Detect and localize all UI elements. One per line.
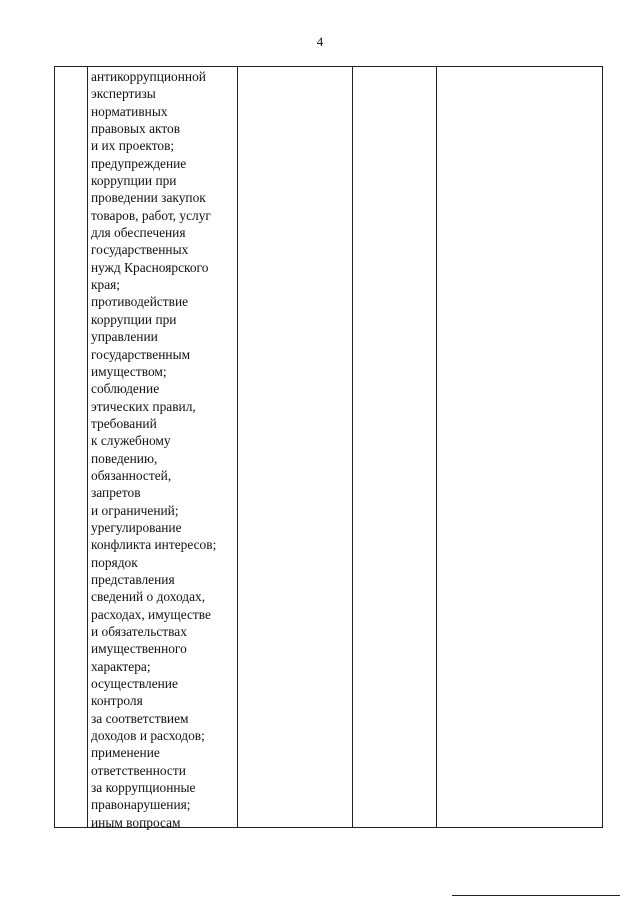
content-line: антикоррупционной — [91, 69, 206, 84]
content-line: и ограничений; — [91, 502, 179, 518]
table-column-empty-3 — [436, 67, 602, 827]
content-line: конфликта интересов; — [91, 537, 217, 553]
content-line: порядок — [91, 554, 138, 570]
page-number: 4 — [316, 34, 324, 49]
content-line: экспертизы — [91, 86, 156, 102]
content-line: этических правил, — [91, 398, 196, 414]
content-line: коррупции при — [91, 173, 177, 189]
content-line: представления — [91, 571, 175, 587]
content-line: запретов — [91, 485, 141, 501]
content-line: нужд Красноярского — [91, 259, 209, 275]
table-column-number — [55, 67, 88, 827]
content-line: урегулирование — [91, 519, 182, 535]
content-line: для обеспечения — [91, 225, 186, 241]
content-line: доходов и расходов; — [91, 728, 205, 744]
table-column-empty-2 — [352, 67, 437, 827]
content-line: к служебному — [91, 433, 171, 449]
content-line: иным вопросам — [91, 814, 181, 830]
content-line: обязанностей, — [91, 467, 172, 483]
content-line: товаров, работ, услуг — [91, 207, 211, 223]
content-line: управлении — [91, 329, 158, 345]
content-line: правовых актов — [91, 121, 181, 137]
content-line: соблюдение — [91, 381, 160, 397]
content-line: края; — [91, 277, 121, 293]
content-line: и их проектов; — [91, 138, 175, 154]
content-line: проведении закупок — [91, 190, 206, 206]
content-line: за коррупционные — [91, 780, 196, 796]
table-column-empty-1 — [237, 67, 353, 827]
content-line: требований — [91, 415, 157, 431]
content-line: коррупции при — [91, 311, 177, 327]
content-line: за соответствием — [91, 710, 189, 726]
content-line: противодействие — [91, 294, 189, 310]
content-line: государственных — [91, 242, 189, 258]
content-line: поведению, — [91, 450, 158, 466]
table-cell-content — [91, 68, 237, 831]
content-line: осуществление — [91, 676, 178, 692]
content-line: правонарушения; — [91, 797, 191, 813]
content-line: ответственности — [91, 762, 186, 778]
content-line: применение — [91, 745, 160, 761]
content-line: контроля — [91, 693, 143, 709]
content-line: расходах, имуществе — [91, 606, 211, 622]
document-table — [54, 66, 603, 828]
content-line: характера; — [91, 658, 151, 674]
content-line: нормативных — [91, 103, 168, 119]
footer-rule — [452, 895, 620, 896]
content-line: сведений о доходах, — [91, 589, 206, 605]
content-line: имуществом; — [91, 363, 167, 379]
content-line: предупреждение — [91, 155, 187, 171]
content-line: государственным — [91, 346, 191, 362]
content-line: имущественного — [91, 641, 187, 657]
content-line: и обязательствах — [91, 624, 187, 639]
